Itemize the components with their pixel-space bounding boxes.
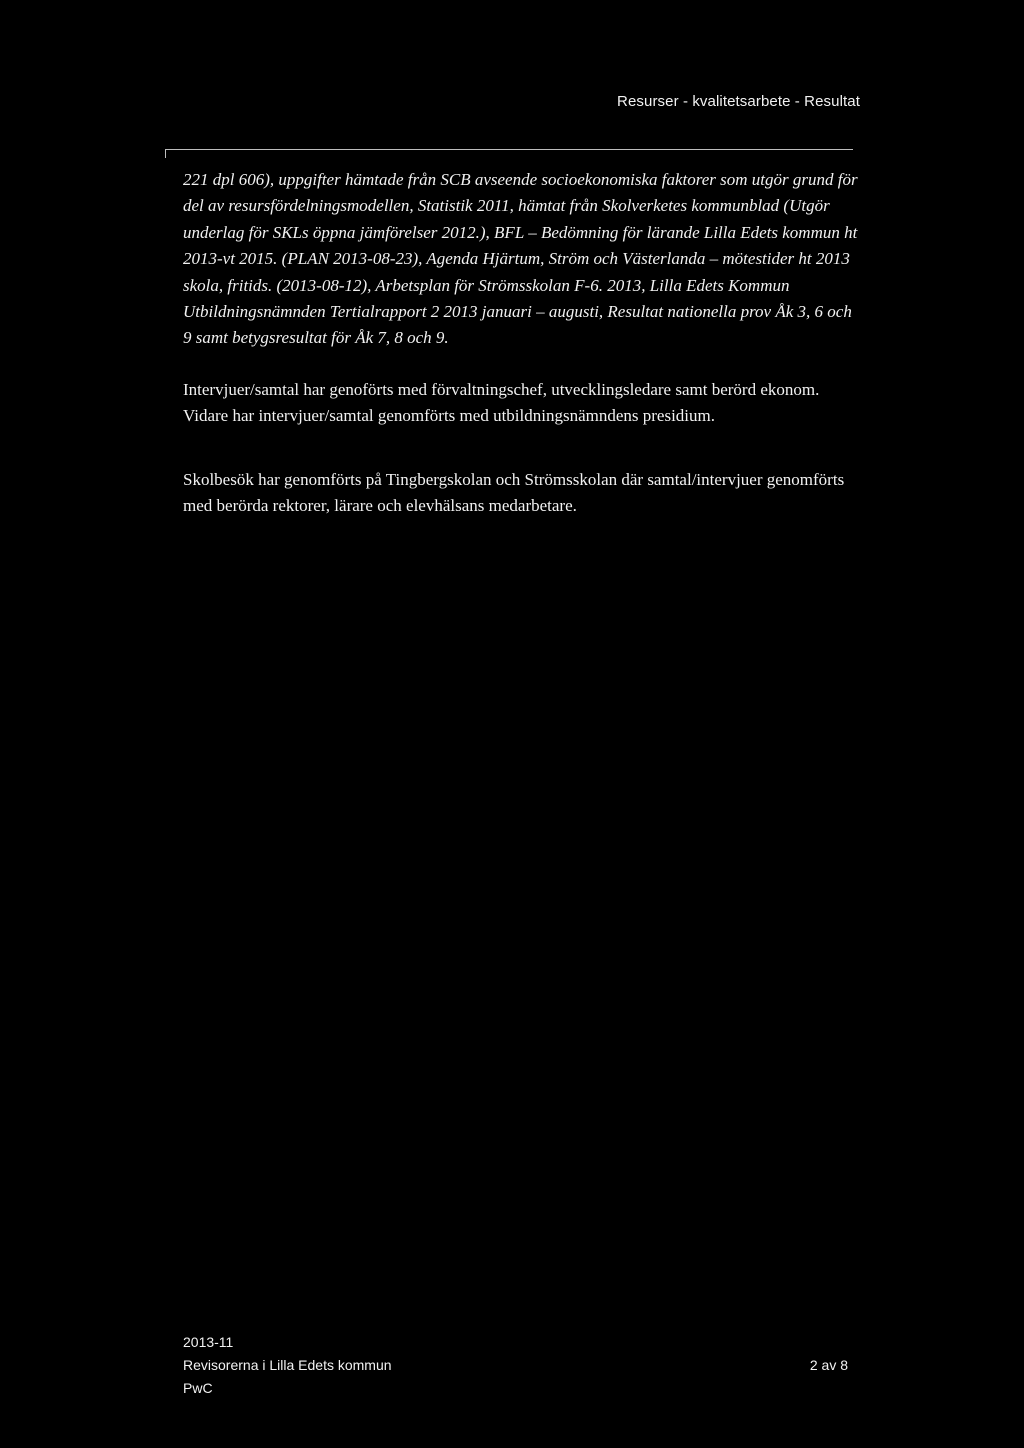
page-header-title: Resurser - kvalitetsarbete - Resultat: [617, 93, 860, 110]
interviews-paragraph: Intervjuer/samtal har genoförts med förvaltningschef, utvecklingsledare samt berörd ekonom. Vidare har intervjuer/samtal genomförts med utbildningsnämndens presidium.: [183, 380, 820, 426]
footer-date: 2013-11: [183, 1334, 234, 1350]
header-divider: [165, 149, 853, 150]
header-divider-tick: [165, 149, 166, 158]
footer-organization: Revisorerna i Lilla Edets kommun: [183, 1357, 392, 1373]
school-visits-paragraph: Skolbesök har genomförts på Tingbergskolan och Strömsskolan där samtal/intervjuer genomförts med berörda rektorer, lärare och elevhälsans medarbetare.: [183, 470, 845, 516]
footer-company: PwC: [183, 1380, 213, 1396]
footer-page-number: 2 av 8: [809, 1357, 848, 1373]
sources-paragraph: 221 dpl 606), uppgifter hämtade från SCB avseende socioekonomiska faktorer som utgör grund för del av resursfördelningsmodellen, Statistik 2011, hämtat från Skolverketes kommunblad (Utgör underlag för SKLs öppna jämförelser 2012.), BFL – Bedömning för lärande Lilla Edets kommun ht 2013-vt 2015. (PLAN 2013-08-23), Agenda Hjärtum, Ström och Västerlanda – mötestider ht 2013 skola, fritids. (2013-08-12), Arbetsplan för Strömsskolan F-6. 2013, Lilla Edets Kommun Utbildningsnämnden Tertialrapport 2 2013 januari – augusti, Resultat nationella prov Åk 3, 6 och 9 samt betygsresultat för Åk 7, 8 och 9.: [183, 170, 858, 348]
